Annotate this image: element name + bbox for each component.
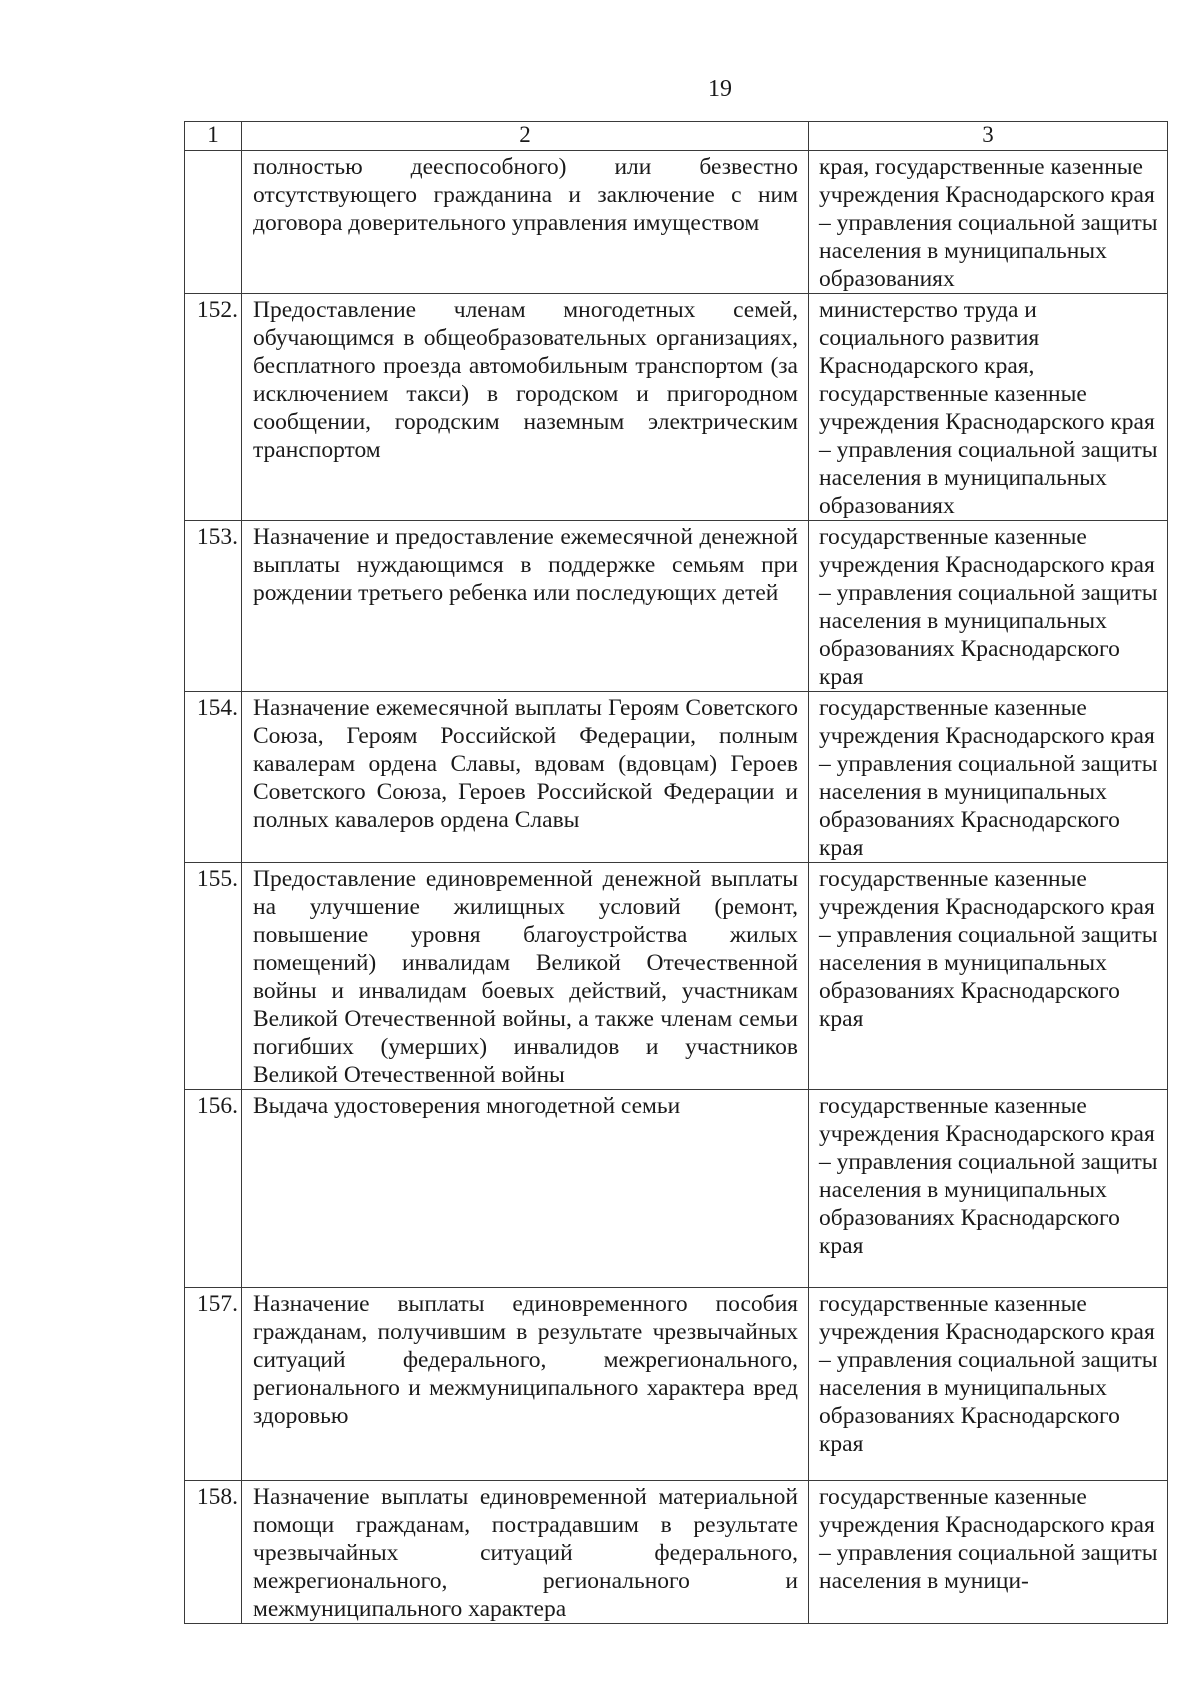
table-row [185, 294, 1168, 521]
column-header-2: 2 [242, 122, 809, 151]
responsible-authority: министерство труда и социального развития Краснодарского края, государственные казенные учреждения Краснодарского края – управления социальной защиты населения в муниципальных образованиях [809, 294, 1168, 521]
responsible-authority: государственные казенные учреждения Краснодарского края – управления социальной защиты населения в муниципальных образованиях Краснодарского края [809, 521, 1168, 692]
row-number: 154. [185, 692, 242, 863]
service-description: Выдача удостоверения многодетной семьи [242, 1090, 809, 1288]
services-table [184, 121, 1168, 1624]
service-description: Предоставление единовременной денежной выплаты на улучшение жилищных условий (ремонт, повышение уровня благоустройства жилых помещений) инвалидам Великой Отечественной войны и инвалидам боевых действий, участникам Великой Отечественной войны, а также членам семьи погибших (умерших) инвалидов и участников Великой Отечественной войны [242, 863, 809, 1090]
responsible-authority: государственные казенные учреждения Краснодарского края – управления социальной защиты населения в муници- [809, 1481, 1168, 1624]
service-description: Назначение выплаты единовременной материальной помощи гражданам, пострадавшим в результате чрезвычайных ситуаций федерального, межрегионального, регионального и межмуниципального характера [242, 1481, 809, 1624]
table-row [185, 521, 1168, 692]
service-description: Предоставление членам многодетных семей, обучающимся в общеобразовательных организациях, бесплатного проезда автомобильным транспортом (за исключением такси) в городском и пригородном сообщении, городским наземным электрическим транспортом [242, 294, 809, 521]
column-header-3: 3 [809, 122, 1168, 151]
responsible-authority: государственные казенные учреждения Краснодарского края – управления социальной защиты населения в муниципальных образованиях Краснодарского края [809, 863, 1168, 1090]
row-number: 152. [185, 294, 242, 521]
table-row [185, 1090, 1168, 1288]
row-number: 156. [185, 1090, 242, 1288]
page-number: 19 [708, 76, 732, 102]
service-description: полностью дееспособного) или безвестно отсутствующего гражданина и заключение с ним договора доверительного управления имуществом [242, 151, 809, 294]
service-description: Назначение ежемесячной выплаты Героям Советского Союза, Героям Российской Федерации, полным кавалерам ордена Славы, вдовам (вдовцам) Героев Советского Союза, Героев Российской Федерации и полных кавалеров ордена Славы [242, 692, 809, 863]
table-row [185, 692, 1168, 863]
row-number: 153. [185, 521, 242, 692]
table-row [185, 151, 1168, 294]
responsible-authority: государственные казенные учреждения Краснодарского края – управления социальной защиты населения в муниципальных образованиях Краснодарского края [809, 1288, 1168, 1481]
service-description: Назначение и предоставление ежемесячной денежной выплаты нуждающимся в поддержке семьям при рождении третьего ребенка или последующих детей [242, 521, 809, 692]
responsible-authority: государственные казенные учреждения Краснодарского края – управления социальной защиты населения в муниципальных образованиях Краснодарского края [809, 692, 1168, 863]
row-number: 155. [185, 863, 242, 1090]
table-row [185, 1481, 1168, 1624]
row-number: 157. [185, 1288, 242, 1481]
column-header-1: 1 [185, 122, 242, 151]
row-number [185, 151, 242, 294]
table-header-row [185, 122, 1168, 151]
table-row [185, 1288, 1168, 1481]
responsible-authority: края, государственные казенные учреждения Краснодарского края – управления социальной защиты населения в муниципальных образованиях [809, 151, 1168, 294]
row-number: 158. [185, 1481, 242, 1624]
service-description: Назначение выплаты единовременного пособия гражданам, получившим в результате чрезвычайных ситуаций федерального, межрегионального, регионального и межмуниципального характера вред здоровью [242, 1288, 809, 1481]
table-row [185, 863, 1168, 1090]
responsible-authority: государственные казенные учреждения Краснодарского края – управления социальной защиты населения в муниципальных образованиях Краснодарского края [809, 1090, 1168, 1288]
